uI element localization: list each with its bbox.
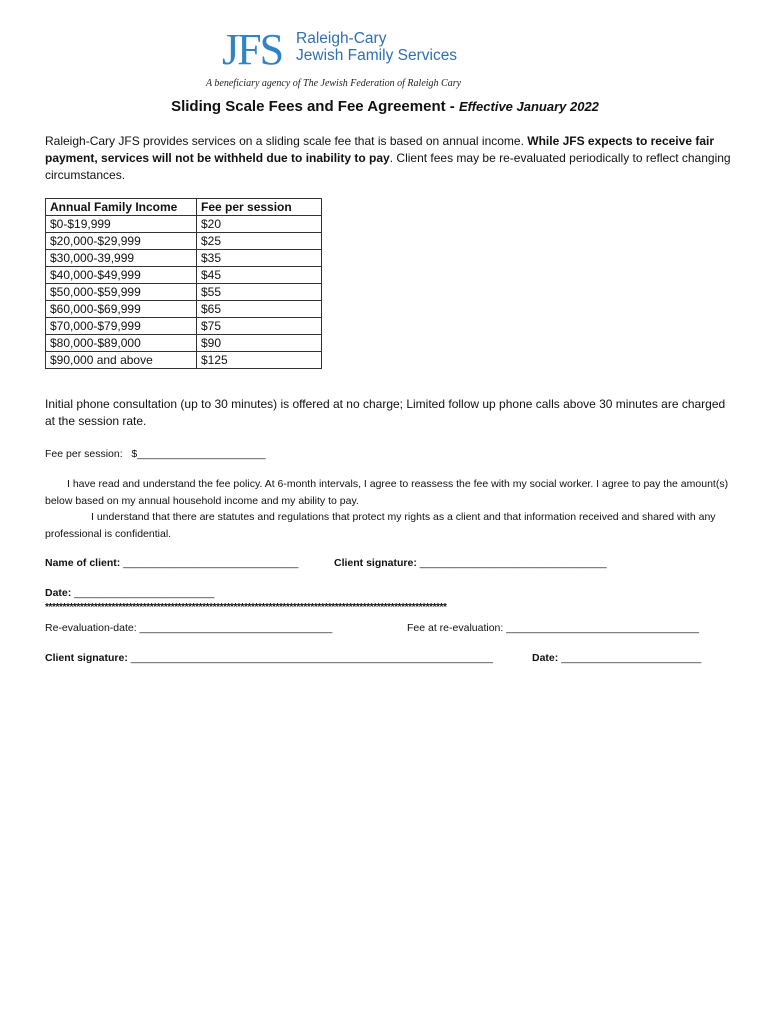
table-row — [46, 250, 322, 267]
fee-cell: $55 — [197, 284, 322, 301]
phone-note: Initial phone consultation (up to 30 minutes) is offered at no charge; Limited follow up phone calls above 30 minutes are charged at the session rate. — [45, 397, 726, 428]
client-signature-2-row — [45, 652, 493, 664]
table-row — [46, 267, 322, 284]
client-signature-2-label: Client signature: — [45, 652, 128, 664]
intro-paragraph — [45, 133, 735, 184]
fee-per-session-field[interactable]: $______________________ — [131, 448, 266, 460]
client-signature-2-field[interactable]: ______________________________________________________________ — [130, 652, 493, 664]
fee-cell: $125 — [197, 352, 322, 369]
date-row — [45, 587, 214, 599]
income-cell: $30,000-39,999 — [46, 250, 197, 267]
table-row — [46, 318, 322, 335]
reevaluation-date-label: Re-evaluation-date: — [45, 622, 137, 634]
table-row — [46, 352, 322, 369]
income-cell: $20,000-$29,999 — [46, 233, 197, 250]
fee-reevaluation-row — [407, 622, 699, 634]
table-row — [46, 301, 322, 318]
logo-mark: JFS — [222, 25, 283, 74]
table-row — [46, 284, 322, 301]
reevaluation-date-field[interactable]: _________________________________ — [139, 622, 333, 634]
separator-stars: ******************************************************************************************************************* — [45, 602, 447, 613]
date-field[interactable]: ________________________ — [74, 587, 215, 599]
income-cell: $50,000-$59,999 — [46, 284, 197, 301]
client-name-field[interactable]: ______________________________ — [123, 557, 299, 569]
fee-per-session-line — [45, 446, 266, 462]
logo-tagline: A beneficiary agency of The Jewish Federation of Raleigh Cary — [206, 78, 462, 89]
fee-reevaluation-label: Fee at re-evaluation: — [407, 622, 504, 634]
agreement-paragraph-2: I understand that there are statutes and regulations that protect my rights as a client and that information received and shared with any professional is confidential. — [45, 511, 716, 540]
income-cell: $90,000 and above — [46, 352, 197, 369]
client-signature-row — [334, 557, 607, 569]
date-2-label: Date: — [532, 652, 559, 664]
agreement-paragraph-1: I have read and understand the fee policy. At 6-month intervals, I agree to reassess the fee with my social worker. I agree to pay the amount(s) below based on my annual household income and my ability to pay. — [45, 478, 729, 507]
client-name-row — [45, 557, 298, 569]
fee-reevaluation-field[interactable]: _________________________________ — [506, 622, 699, 634]
income-cell: $0-$19,999 — [46, 216, 197, 233]
title-main: Sliding Scale Fees and Fee Agreement - — [171, 98, 459, 115]
income-cell: $80,000-$89,000 — [46, 335, 197, 352]
reevaluation-date-row — [45, 622, 332, 634]
client-name-label: Name of client: — [45, 557, 121, 569]
org-line-2: Jewish Family Services — [296, 47, 458, 64]
table-row — [46, 233, 322, 250]
header-fee: Fee per session — [197, 199, 322, 216]
intro-text-2: . Client fees may be re-evaluated periodically to reflect changing circumstances. — [45, 151, 731, 182]
fee-cell: $65 — [197, 301, 322, 318]
date-label: Date: — [45, 587, 72, 599]
date-2-row — [532, 652, 701, 664]
title-effective: Effective January 2022 — [458, 99, 599, 114]
fee-cell: $90 — [197, 335, 322, 352]
fee-cell: $20 — [197, 216, 322, 233]
org-name — [296, 30, 457, 64]
org-line-1: Raleigh-Cary — [296, 30, 387, 47]
fee-per-session-label: Fee per session: — [45, 448, 123, 460]
table-row — [46, 335, 322, 352]
income-cell: $40,000-$49,999 — [46, 267, 197, 284]
table-row — [46, 216, 322, 233]
income-cell: $60,000-$69,999 — [46, 301, 197, 318]
fee-cell: $35 — [197, 250, 322, 267]
fee-cell: $75 — [197, 318, 322, 335]
client-signature-label: Client signature: — [334, 557, 417, 569]
fee-table — [45, 198, 322, 369]
page-title — [0, 98, 770, 115]
intro-bold: While JFS expects to receive fair payment, services will not be withheld due to inability to pay — [45, 134, 714, 165]
intro-text-1: Raleigh-Cary JFS provides services on a sliding scale fee that is based on annual income. — [45, 134, 528, 148]
fee-table-header — [46, 199, 322, 216]
fee-cell: $45 — [197, 267, 322, 284]
income-cell: $70,000-$79,999 — [46, 318, 197, 335]
fee-cell: $25 — [197, 233, 322, 250]
jfs-logo — [206, 25, 482, 94]
client-signature-field[interactable]: ________________________________ — [419, 557, 607, 569]
header-income: Annual Family Income — [46, 199, 197, 216]
date-2-field[interactable]: ________________________ — [561, 652, 702, 664]
